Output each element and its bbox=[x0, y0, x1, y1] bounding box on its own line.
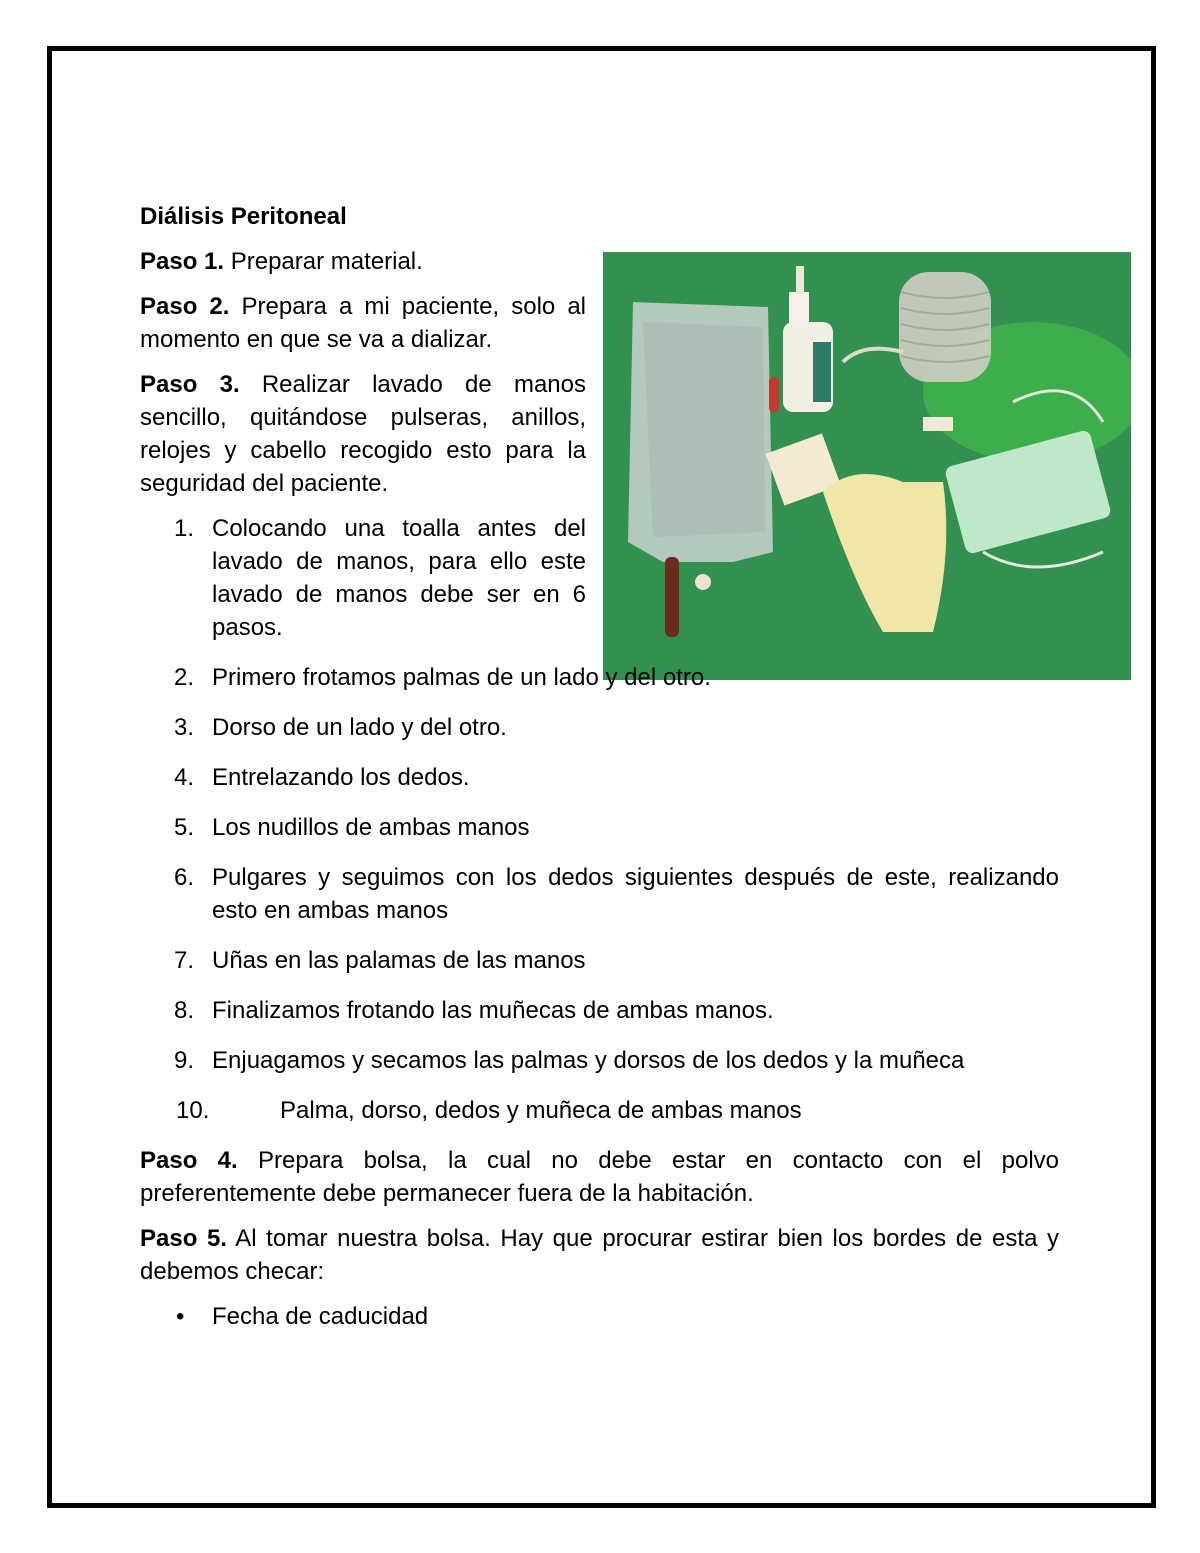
list-item bbox=[140, 711, 1059, 744]
handwash-steps-list bbox=[140, 512, 1059, 1127]
paso-1 bbox=[140, 245, 586, 278]
paso-1-label: Paso 1. bbox=[140, 248, 225, 275]
list-item-text: Dorso de un lado y del otro. bbox=[212, 714, 507, 741]
list-item bbox=[140, 994, 1059, 1027]
list-item-text: Enjuagamos y secamos las palmas y dorsos de los dedos y la muñeca bbox=[212, 1047, 965, 1074]
list-item-text: Los nudillos de ambas manos bbox=[212, 814, 530, 841]
paso-2-text: Prepara a mi paciente, solo al momento en que se va a dializar. bbox=[140, 293, 586, 353]
list-item bbox=[140, 861, 1059, 927]
check-list bbox=[140, 1300, 1059, 1333]
list-item-number: 3. bbox=[174, 714, 195, 741]
list-item-text: Colocando una toalla antes del lavado de manos, para ello este lavado de manos debe ser en 6 pasos. bbox=[212, 515, 586, 641]
list-item-number: 7. bbox=[174, 947, 195, 974]
list-item-number: 8. bbox=[174, 997, 195, 1024]
list-item bbox=[140, 661, 1059, 694]
list-item-number: 9. bbox=[174, 1047, 195, 1074]
paso-2-label: Paso 2. bbox=[140, 293, 230, 320]
bullet-icon: • bbox=[176, 1303, 185, 1330]
document-title: Diálisis Peritoneal bbox=[140, 203, 347, 230]
list-item bbox=[140, 761, 1059, 794]
paso-3-text: Realizar lavado de manos sencillo, quitándose pulseras, anillos, relojes y cabello recogido esto para la seguridad del paciente. bbox=[140, 371, 587, 497]
list-item-text: Uñas en las palamas de las manos bbox=[212, 947, 586, 974]
paso-4-label: Paso 4. bbox=[140, 1147, 238, 1174]
paso-5 bbox=[140, 1222, 1059, 1288]
list-item bbox=[140, 1094, 1059, 1127]
paso-3 bbox=[140, 368, 586, 500]
paso-4 bbox=[140, 1144, 1059, 1210]
list-item-number: 4. bbox=[174, 764, 195, 791]
document-body bbox=[140, 200, 1059, 1333]
paso-5-text: Al tomar nuestra bolsa. Hay que procurar estirar bien los bordes de esta y debemos checar: bbox=[140, 1225, 1060, 1285]
list-item-text: Primero frotamos palmas de un lado y del otro. bbox=[212, 664, 711, 691]
list-item-text: Fecha de caducidad bbox=[212, 1303, 429, 1330]
paso-4-text: Prepara bolsa, la cual no debe estar en contacto con el polvo preferentemente debe permanecer fuera de la habitación. bbox=[140, 1147, 1060, 1207]
list-item-text: Finalizamos frotando las muñecas de ambas manos. bbox=[212, 997, 774, 1024]
list-item-number: 10. bbox=[176, 1097, 210, 1124]
list-item-number: 5. bbox=[174, 814, 195, 841]
paso-2 bbox=[140, 290, 586, 356]
list-item-text: Entrelazando los dedos. bbox=[212, 764, 470, 791]
paso-5-label: Paso 5. bbox=[140, 1225, 227, 1252]
list-item bbox=[140, 944, 1059, 977]
list-item-number: 6. bbox=[174, 864, 195, 891]
list-item bbox=[140, 512, 586, 644]
list-item-number: 1. bbox=[174, 515, 195, 542]
list-item-text: Palma, dorso, dedos y muñeca de ambas manos bbox=[280, 1097, 802, 1124]
list-item-text: Pulgares y seguimos con los dedos siguientes después de este, realizando esto en ambas manos bbox=[212, 864, 1059, 924]
list-item bbox=[140, 1300, 1059, 1333]
list-item bbox=[140, 1044, 1059, 1077]
list-item-number: 2. bbox=[174, 664, 195, 691]
paso-1-text: Preparar material. bbox=[224, 248, 423, 275]
list-item bbox=[140, 811, 1059, 844]
paso-3-label: Paso 3. bbox=[140, 371, 240, 398]
